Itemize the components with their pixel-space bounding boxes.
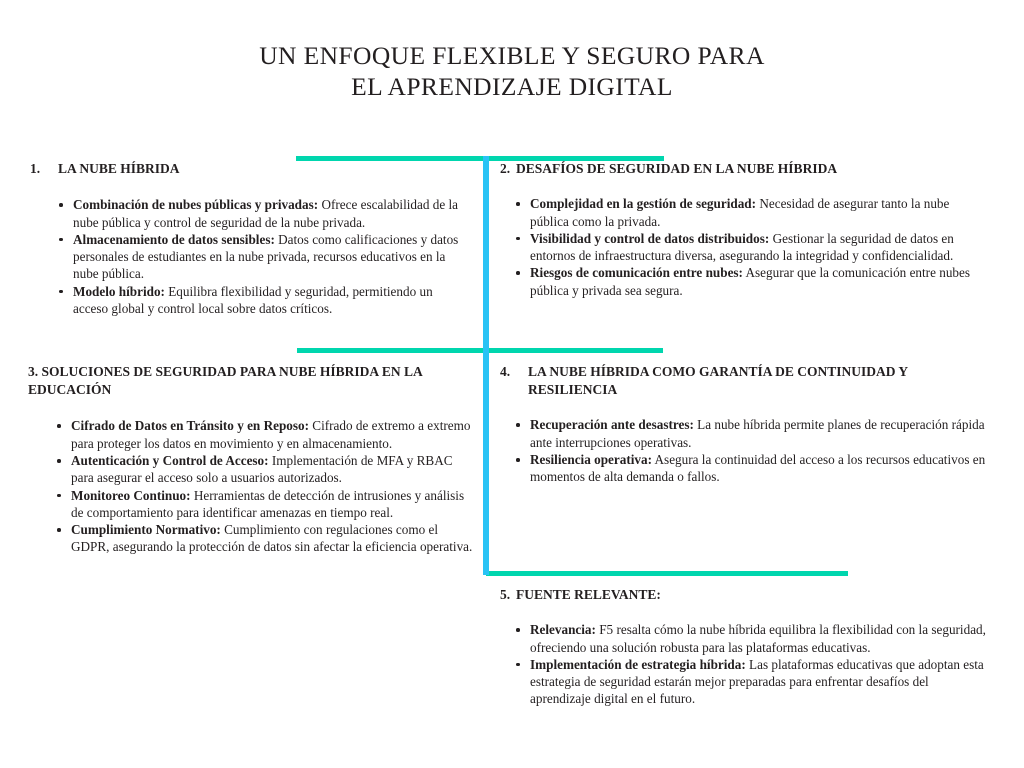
list-item xyxy=(514,264,990,299)
list-item xyxy=(55,487,475,522)
section-2-bullet-list xyxy=(500,195,990,299)
section-3-heading-text xyxy=(28,363,475,399)
bullet-lead: Combinación de nubes públicas y privadas: xyxy=(73,197,319,213)
list-item xyxy=(514,416,990,451)
list-item xyxy=(55,521,475,556)
section-1-bullet-list xyxy=(30,196,465,317)
bullet-lead: Resiliencia operativa: xyxy=(530,452,652,467)
bullet-lead: Cifrado de Datos en Tránsito y en Reposo: xyxy=(71,418,309,434)
list-item xyxy=(514,656,990,708)
list-item xyxy=(55,417,475,452)
bullet-lead: Recuperación ante desastres: xyxy=(530,417,694,433)
page-title-line-2: EL APRENDIZAJE DIGITAL xyxy=(351,72,673,102)
bullet-rest: Gestionar la seguridad de datos en entornos de infraestructura diversa, asegurando la integridad y confidencialidad. xyxy=(530,230,954,264)
bullet-rest: Necesidad de asegurar tanto la nube pública como la privada. xyxy=(530,196,950,229)
bullet-lead: Cumplimiento Normativo: xyxy=(71,522,221,538)
list-item xyxy=(514,451,990,486)
list-item xyxy=(514,195,990,230)
section-3-heading-title: SOLUCIONES DE SEGURIDAD PARA NUBE HÍBRIDA EN LA EDUCACIÓN xyxy=(28,364,422,398)
section-2-heading-text: DESAFÍOS DE SEGURIDAD EN LA NUBE HÍBRIDA xyxy=(516,161,838,176)
page-title xyxy=(0,40,1024,102)
bullet-lead: Implementación de estrategia híbrida: xyxy=(530,656,746,672)
section-4-number: 4. xyxy=(500,364,511,379)
section-4 xyxy=(500,363,990,486)
section-3 xyxy=(28,363,475,556)
bullet-rest: Las plataformas educativas que adoptan esta estrategia de seguridad estarán mejor preparadas para enfrentar desafíos del aprendizaje digital en el futuro. xyxy=(530,656,984,707)
bullet-rest: Datos como calificaciones y datos personales de estudiantes en la nube privada, recursos educativos en la nube pública. xyxy=(73,231,459,282)
list-item xyxy=(55,452,475,487)
section-2 xyxy=(500,160,990,299)
section-1-number: 1. xyxy=(30,161,41,176)
section-1 xyxy=(30,160,465,317)
section-3-bullet-list xyxy=(28,417,475,555)
section-5 xyxy=(500,586,990,708)
section-3-number-inline: 3. xyxy=(28,364,39,379)
bullet-rest: F5 resalta cómo la nube híbrida equilibra la flexibilidad con la seguridad, ofreciendo una solución robusta para las plataformas educativas. xyxy=(530,622,986,655)
section-5-bullet-list xyxy=(500,621,990,707)
list-item xyxy=(514,230,990,265)
list-item xyxy=(57,231,465,283)
section-5-number: 5. xyxy=(500,587,511,602)
bullet-rest: Ofrece escalabilidad de la nube pública y control de seguridad de la nube privada. xyxy=(73,197,458,230)
bullet-lead: Modelo híbrido: xyxy=(73,283,165,299)
section-1-heading xyxy=(30,160,465,178)
list-item xyxy=(57,196,465,231)
section-4-bullet-list xyxy=(500,416,990,485)
bullet-rest: Asegura la continuidad del acceso a los recursos educativos en momentos de alta demanda o fallos. xyxy=(530,452,986,485)
section-4-heading xyxy=(500,363,990,399)
section-1-heading-text: LA NUBE HÍBRIDA xyxy=(58,161,180,176)
bullet-rest: La nube híbrida permite planes de recuperación rápida ante interrupciones operativas. xyxy=(530,417,985,450)
bullet-rest: Cumplimiento con regulaciones como el GDPR, asegurando la protección de datos sin afectar la eficiencia operativa. xyxy=(71,522,473,555)
bullet-rest: Asegurar que la comunicación entre nubes pública y privada sea segura. xyxy=(530,265,970,298)
section-2-number: 2. xyxy=(500,161,511,176)
bullet-lead: Monitoreo Continuo: xyxy=(71,487,191,503)
section-5-heading-text: FUENTE RELEVANTE: xyxy=(516,587,661,602)
divider-bottom-horizontal xyxy=(486,571,848,576)
section-5-heading xyxy=(500,586,990,604)
bullet-lead: Almacenamiento de datos sensibles: xyxy=(73,231,275,247)
section-3-heading xyxy=(28,363,475,399)
bullet-lead: Complejidad en la gestión de seguridad: xyxy=(530,196,757,212)
list-item xyxy=(514,621,990,656)
bullet-rest: Equilibra flexibilidad y seguridad, permitiendo un acceso global y control local sobre datos críticos. xyxy=(73,283,433,316)
bullet-lead: Relevancia: xyxy=(530,622,596,638)
section-4-heading-text: LA NUBE HÍBRIDA COMO GARANTÍA DE CONTINUIDAD Y RESILIENCIA xyxy=(528,364,908,398)
divider-vertical xyxy=(483,156,489,575)
bullet-rest: Herramientas de detección de intrusiones y análisis de comportamiento para identificar amenazas en tiempo real. xyxy=(71,487,465,520)
list-item xyxy=(57,283,465,318)
bullet-rest: Cifrado de extremo a extremo para proteger los datos en movimiento y en almacenamiento. xyxy=(71,418,471,451)
section-2-heading xyxy=(500,160,990,178)
bullet-lead: Riesgos de comunicación entre nubes: xyxy=(530,265,743,281)
divider-middle-horizontal xyxy=(297,348,663,353)
bullet-lead: Autenticación y Control de Acceso: xyxy=(71,453,269,468)
page-title-line-1: UN ENFOQUE FLEXIBLE Y SEGURO PARA xyxy=(259,41,765,70)
bullet-lead: Visibilidad y control de datos distribuidos: xyxy=(530,230,770,246)
bullet-rest: Implementación de MFA y RBAC para asegurar el acceso solo a usuarios autorizados. xyxy=(71,453,453,486)
